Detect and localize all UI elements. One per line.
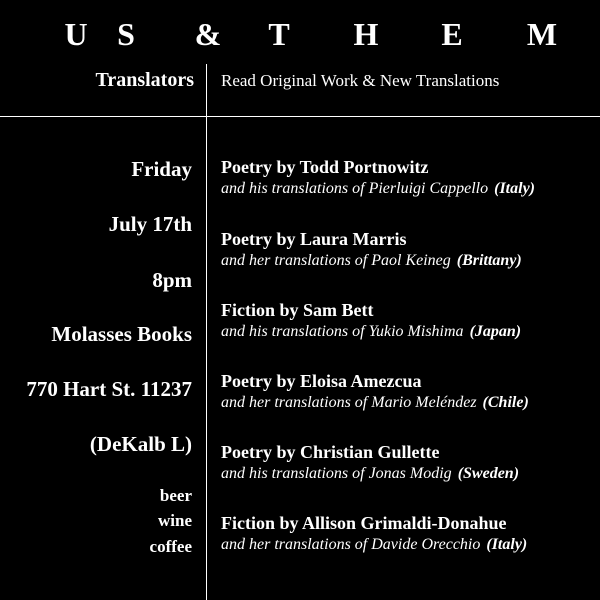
translation-line [221, 534, 527, 556]
reading-entry [221, 299, 521, 343]
translation-line [221, 250, 522, 272]
event-venue: Molasses Books [51, 322, 192, 346]
country-label: (Chile) [482, 394, 529, 411]
country-label: (Brittany) [456, 252, 522, 269]
reading-entry [221, 370, 529, 414]
event-address: 770 Hart St. 11237 [26, 377, 192, 401]
reader-name: Fiction by Allison Grimaldi-Donahue [221, 513, 507, 533]
tagline: Read Original Work & New Translations [221, 71, 500, 90]
subtitle: Translators [95, 69, 194, 91]
reading-entry [221, 156, 535, 200]
country-label: (Japan) [469, 323, 522, 340]
title-letter: U [64, 16, 88, 52]
translation-text: and her translations of Paol Keineg [221, 252, 451, 269]
event-time: 8pm [152, 268, 192, 292]
reading-entry [221, 441, 519, 485]
title-letter: S [117, 16, 135, 52]
event-transit: (DeKalb L) [89, 432, 192, 456]
horizontal-divider [0, 116, 600, 117]
refreshment-item: wine [158, 511, 192, 530]
translation-line [221, 392, 529, 414]
title-letter: & [194, 16, 222, 52]
reader-name: Poetry by Eloisa Amezcua [221, 371, 422, 391]
reading-entry [221, 228, 522, 272]
translation-line [221, 321, 521, 343]
event-day: Friday [131, 157, 192, 181]
refreshment-item: beer [159, 486, 192, 505]
translation-text: and her translations of Mario Meléndez [221, 394, 477, 411]
translation-text: and his translations of Jonas Modig [221, 465, 452, 482]
title-letter: M [526, 16, 558, 52]
title-letter: E [441, 16, 463, 52]
event-title [0, 14, 600, 54]
reader-name: Poetry by Todd Portnowitz [221, 157, 429, 177]
vertical-divider [206, 64, 207, 600]
reading-entry [221, 512, 527, 556]
title-letter: T [268, 16, 290, 52]
translation-text: and her translations of Davide Orecchio [221, 536, 481, 553]
translation-text: and his translations of Pierluigi Cappello [221, 180, 489, 197]
reader-name: Fiction by Sam Bett [221, 300, 374, 320]
country-label: (Italy) [494, 180, 535, 197]
country-label: (Sweden) [457, 465, 520, 482]
refreshment-item: coffee [149, 537, 192, 556]
reader-name: Poetry by Laura Marris [221, 229, 407, 249]
translation-line [221, 178, 535, 200]
country-label: (Italy) [486, 536, 528, 553]
event-date: July 17th [108, 212, 192, 236]
reader-name: Poetry by Christian Gullette [221, 442, 440, 462]
title-letter: H [353, 16, 379, 52]
translation-text: and his translations of Yukio Mishima [221, 323, 464, 340]
translation-line [221, 463, 519, 485]
